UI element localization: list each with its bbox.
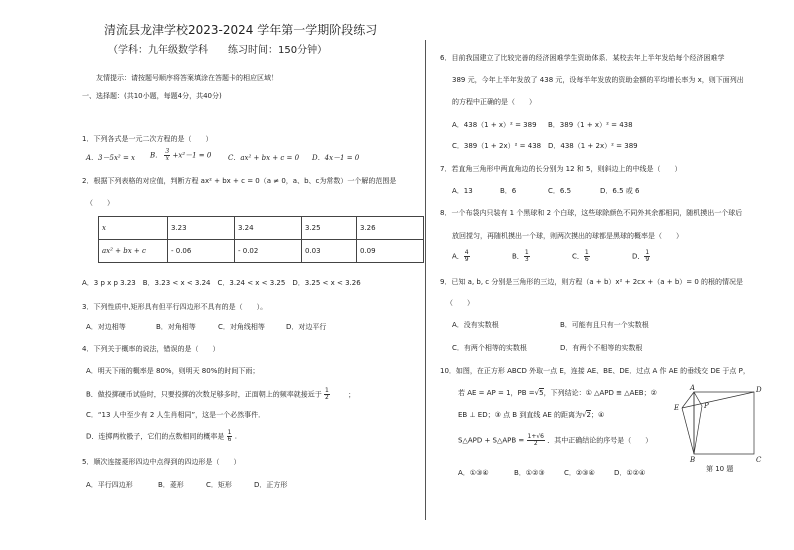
q4-option-b: B．做投掷硬币试验时，只要投掷的次数足够多时，正面朝上的频率就接近于 $\frac{1}{2}$ ； [86, 387, 356, 401]
table-cell: - 0.02 [235, 240, 302, 263]
table-cell: ax² + bx + c [99, 240, 168, 263]
page-subtitle: （学科：九年级数学科 练习时间：150分钟） [108, 45, 328, 56]
q8-option-a: A． $\frac{4}{9}$ [452, 249, 469, 263]
q9-option-a: A．没有实数根 [452, 321, 499, 329]
q8-option-c: C． $\frac{1}{6}$ [572, 249, 589, 263]
q5-option-c: C．矩形 [206, 481, 232, 489]
q8-option-b: B． $\frac{1}{3}$ [512, 249, 529, 263]
q2-paren: （ ） [86, 199, 114, 207]
q10-option-d: D．①②④ [614, 469, 646, 477]
section-heading: 一、选择题：(共10小题，每题4分，共40分) [82, 92, 222, 100]
q10-figure-caption: 第 10 题 [706, 465, 734, 473]
q10-option-c: C．②③④ [564, 469, 595, 477]
tip-text: 友情提示：请按题号顺序将答案填涂在答题卡的相应区域！ [96, 74, 278, 82]
q7-stem: 7．若直角三角形中两直角边的长分别为 12 和 5，则斜边上的中线是（ ） [440, 165, 682, 173]
q8-line2: 放回搅匀，再随机摸出一个球，则两次摸出的球都是黑球的概率是（ ） [452, 232, 683, 240]
q5-option-b: B．菱形 [158, 481, 184, 489]
q10-line3: EB ⊥ ED；③ 点 B 到直线 AE 的距离为√2；④ [458, 411, 605, 419]
q10-option-b: B．①②③ [514, 469, 545, 477]
table-row [99, 240, 424, 263]
q1-option-c: C．ax² + bx + c = 0 [228, 154, 300, 162]
table-cell: 3.24 [235, 217, 302, 240]
q10-line2: 若 AE = AP = 1，PB =√5，下列结论：① △APD ≌ △AEB；② [458, 389, 657, 397]
q7-option-a: A．13 [452, 187, 473, 195]
fig-label-a: A [690, 384, 696, 392]
fig-label-p: P [704, 402, 709, 410]
fig-label-b: B [690, 456, 696, 464]
q4-option-a: A．明天下雨的概率是 80%，则明天 80%的时间下雨； [86, 367, 260, 375]
q3-option-a: A．对边相等 [86, 323, 126, 331]
table-cell: x [99, 217, 168, 240]
q10-option-a: A．①③④ [458, 469, 489, 477]
table-row [99, 217, 424, 240]
q2-value-table [98, 216, 424, 263]
q5-option-a: A．平行四边形 [86, 481, 133, 489]
q3-option-b: B．对角相等 [156, 323, 196, 331]
q1-option-b: B． $\frac{3}{x}$ +x²－1 = 0 [150, 148, 212, 162]
segment-pb [694, 406, 702, 454]
q6-option-d: D．438（1 + 2x）² = 389 [548, 142, 638, 150]
q6-line1: 6．目前我国建立了比较完善的经济困难学生资助体系．某校去年上半年发给每个经济困难学 [440, 54, 725, 62]
fig-label-c: C [756, 456, 762, 464]
table-cell: 0.03 [302, 240, 357, 263]
q9-option-b: B．可能有且只有一个实数根 [560, 321, 649, 329]
table-cell: 3.23 [168, 217, 235, 240]
q5-option-d: D．正方形 [254, 481, 288, 489]
square-abcd [694, 392, 754, 454]
q2-stem: 2．根据下列表格的对应值，判断方程 ax² + bx + c = 0（a ≠ 0，a、b、c为常数）一个解的范围是 [82, 177, 397, 185]
segment-ed [682, 392, 754, 408]
q3-option-d: D．对边平行 [286, 323, 327, 331]
fig-label-e: E [674, 404, 680, 412]
table-cell: - 0.06 [168, 240, 235, 263]
q9-paren: （ ） [446, 299, 474, 307]
q7-option-b: B．6 [500, 187, 517, 195]
q6-line2: 389 元，今年上半年发放了 438 元，设每半年发放的资助金额的平均增长率为 x，则下面列出 [452, 76, 744, 84]
q3-stem: 3．下列性质中,矩形具有但平行四边形不具有的是（ ）。 [82, 303, 268, 311]
q7-option-d: D．6.5 或 6 [600, 187, 640, 195]
q10-line4: S△APD + S△APB = $\frac{1+√6}{2}$ ．其中正确结论的序号是（ ） [458, 433, 653, 447]
q8-line1: 8．一个布袋内只装有 1 个黑球和 2 个白球，这些球除颜色不同外其余都相同，随机摸出一个球后 [440, 209, 743, 217]
q4-option-c: C．“13 人中至少有 2 人生肖相同”，这是一个必然事件． [86, 411, 266, 419]
segment-ap [694, 392, 702, 406]
q6-option-c: C．389（1 + 2x）² = 438 [452, 142, 542, 150]
q1-option-d: D．4x－1 = 0 [312, 154, 360, 162]
q8-option-d: D． $\frac{1}{9}$ [632, 249, 650, 263]
q6-option-b: B．389（1 + x）² = 438 [548, 121, 633, 129]
q9-stem: 9．已知 a, b, c 分别是三角形的三边，则方程（a + b）x² + 2cx +（a + b）= 0 的根的情况是 [440, 278, 744, 286]
q1-stem: 1．下列各式是一元二次方程的是（ ） [82, 135, 213, 143]
q6-option-a: A．438（1 + x）² = 389 [452, 121, 537, 129]
fig-label-d: D [756, 386, 762, 394]
q9-option-d: D．有两个不相等的实数根 [560, 344, 643, 352]
q9-option-c: C．有两个相等的实数根 [452, 344, 527, 352]
q4-option-d: D．连掷两枚骰子，它们的点数相同的概率是 $\frac{1}{6}$ . [86, 429, 237, 443]
q5-stem: 5．顺次连接菱形四边中点得到的四边形是（ ） [82, 458, 241, 466]
table-cell: 0.09 [357, 240, 424, 263]
q1-option-a: A．3－5x² = x [86, 154, 135, 162]
table-cell: 3.25 [302, 217, 357, 240]
page-title: 清流县龙津学校2023-2024 学年第一学期阶段练习 [104, 23, 378, 37]
q6-line3: 的方程中正确的是（ ） [452, 98, 536, 106]
q4-stem: 4．下列关于概率的说法，错误的是（ ） [82, 345, 220, 353]
q2-options: A．3 p x p 3.23 B．3.23 < x < 3.24 C．3.24 < x < 3.25 D．3.25 < x < 3.26 [82, 279, 361, 287]
q10-square-figure [672, 384, 772, 466]
q3-option-c: C．对角线相等 [218, 323, 265, 331]
table-cell: 3.26 [357, 217, 424, 240]
segment-eb [682, 408, 694, 454]
q10-line1: 10．如图，在正方形 ABCD 外取一点 E，连接 AE、BE、DE．过点 A 作 AE 的垂线交 DE 于点 P， [440, 367, 750, 375]
column-divider [425, 40, 426, 520]
q7-option-c: C．6.5 [548, 187, 572, 195]
